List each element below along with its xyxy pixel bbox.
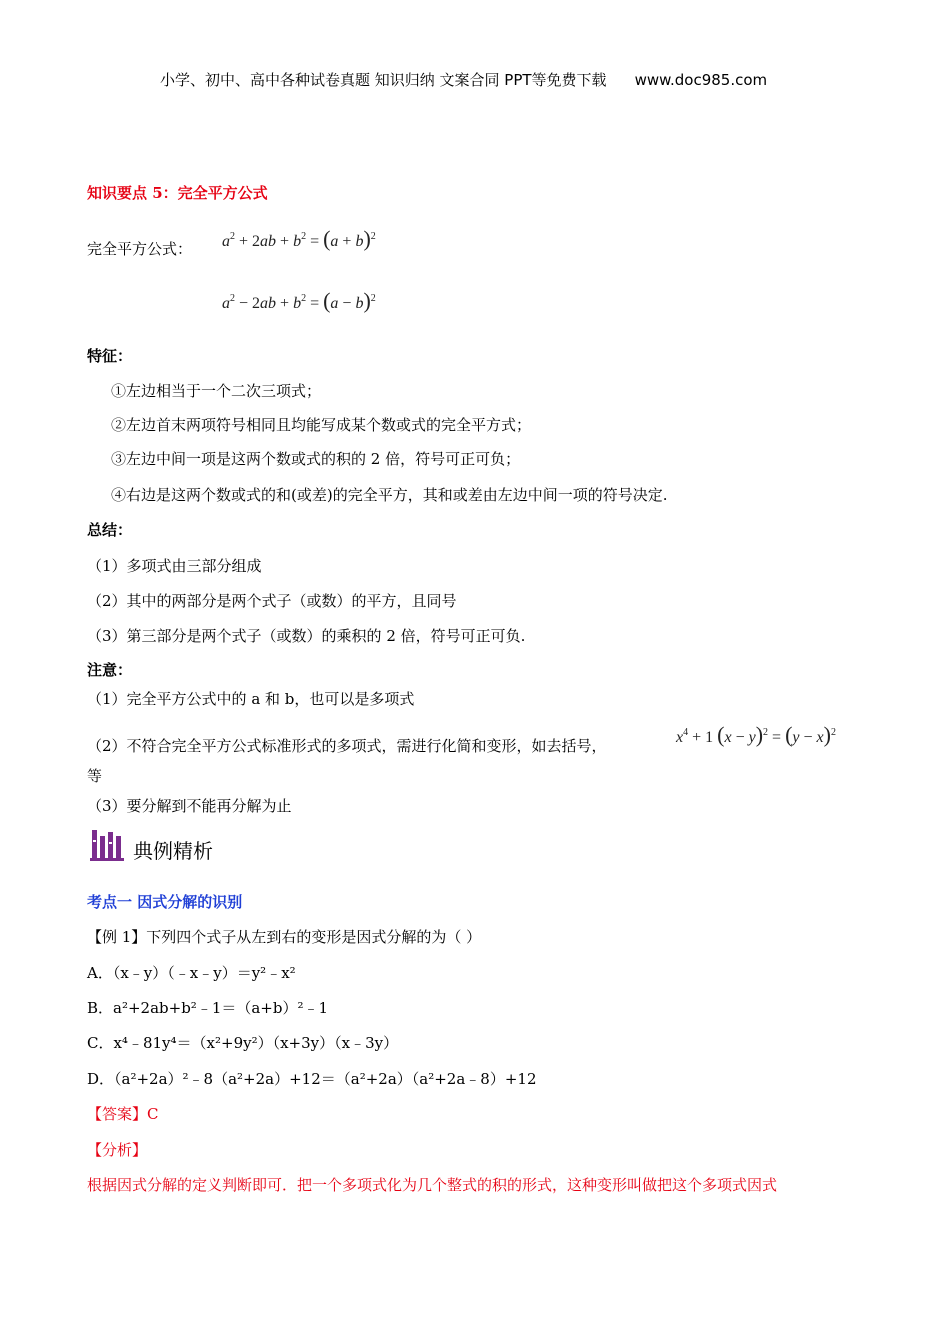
answer-value: C	[147, 1105, 159, 1123]
feature-item: ②左边首末两项符号相同且均能写成某个数或式的完全平方式；	[111, 416, 532, 434]
header-text: 小学、初中、高中各种试卷真题 知识归纳 文案合同 PPT等免费下载	[160, 71, 607, 89]
answer-label: 【答案】	[87, 1105, 148, 1123]
analysis-text: 根据因式分解的定义判断即可．把一个多项式化为几个整式的积的形式，这种变形叫做把这个多项式因式	[87, 1176, 778, 1194]
summary-item: （2）其中的两部分是两个式子（或数）的平方，且同号	[87, 592, 457, 610]
note-item: （3）要分解到不能再分解为止	[87, 797, 292, 815]
note-item: （1）完全平方公式中的 a 和 b，也可以是多项式	[87, 690, 415, 708]
option-d: D．（a²+2a）²﹣8（a²+2a）+12＝（a²+2a）（a²+2a﹣8）+12	[87, 1070, 537, 1088]
page-header	[160, 69, 767, 90]
summary-item: （1）多项式由三部分组成	[87, 557, 262, 575]
formula-diff-square: $a^2 - 2ab + b^2 = (a - b)^2$	[222, 288, 376, 313]
formula-sum-square: $a^2 + 2ab + b^2 = (a + b)^2$	[222, 226, 376, 251]
option-a: A．（x﹣y）（﹣x﹣y）＝y²﹣x²	[87, 964, 296, 982]
books-icon	[90, 828, 128, 862]
option-b: B．a²+2ab+b²﹣1＝（a+b）²﹣1	[87, 999, 329, 1017]
summary-heading: 总结：	[87, 521, 133, 539]
point-title: 考点一 因式分解的识别	[87, 893, 243, 911]
analysis-label: 【分析】	[87, 1141, 148, 1159]
example-section-title: 典例精析	[133, 839, 213, 863]
example-question: 【例 1】下列四个式子从左到右的变形是因式分解的为（ ）	[87, 928, 482, 946]
summary-item: （3）第三部分是两个式子（或数）的乘积的 2 倍，符号可正可负.	[87, 627, 526, 645]
note-item: （2）不符合完全平方公式标准形式的多项式，需进行化简和变形，如去括号，	[87, 737, 607, 755]
note-tail: 等	[87, 767, 103, 785]
notes-heading: 注意：	[87, 661, 133, 679]
feature-item: ①左边相当于一个二次三项式；	[111, 382, 322, 400]
answer	[87, 1103, 159, 1124]
header-url[interactable]: www.doc985.com	[634, 71, 768, 89]
feature-item: ④右边是这两个数或式的和(或差)的完全平方，其和或差由左边中间一项的符号决定.	[111, 486, 668, 504]
formula-label: 完全平方公式：	[87, 240, 193, 258]
features-heading: 特征：	[87, 347, 133, 365]
feature-item: ③左边中间一项是这两个数或式的积的 2 倍，符号可正可负；	[111, 450, 521, 468]
section-title: 知识要点 5：完全平方公式	[87, 184, 268, 202]
note-formula: $x^4 + 1$ $(x - y)^2 = (y - x)^2$	[676, 722, 836, 747]
option-c: C．x⁴﹣81y⁴＝（x²+9y²）（x+3y）（x﹣3y）	[87, 1034, 399, 1052]
